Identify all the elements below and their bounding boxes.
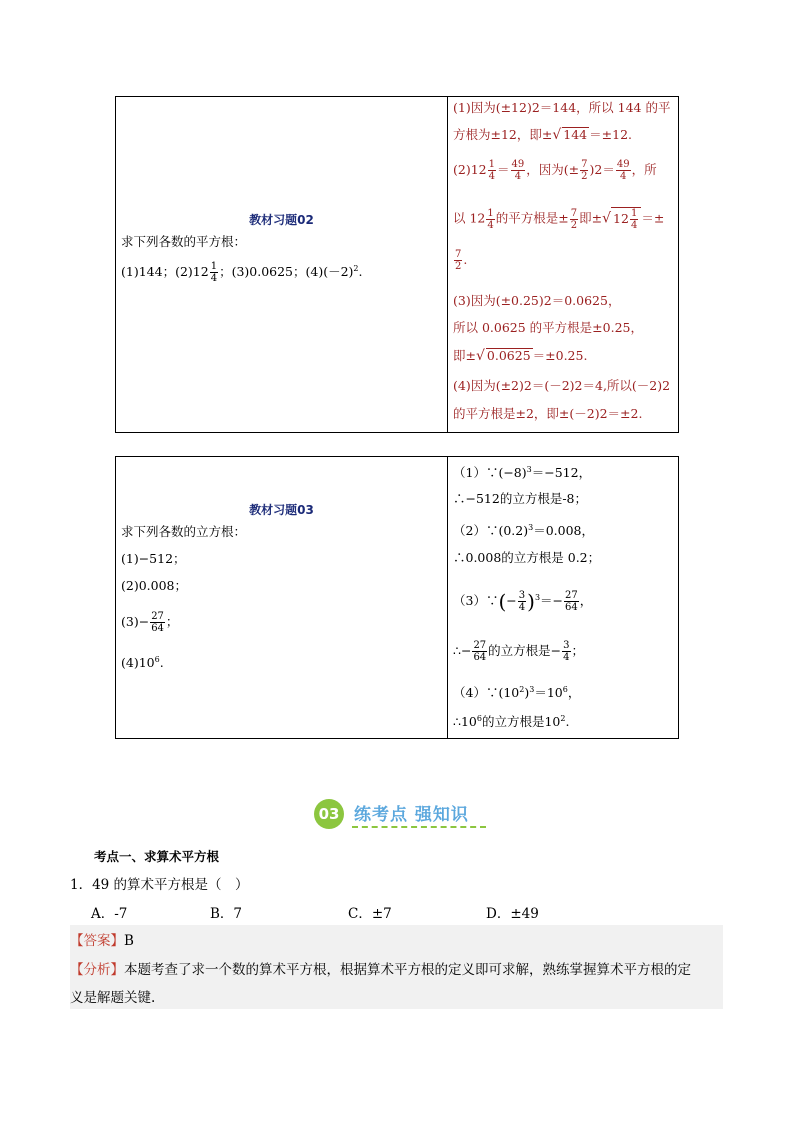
section-underline [352,826,486,828]
table-divider [447,457,448,738]
option-b: B．7 [210,906,243,922]
ans03-line4: ∴0.008的立方根是 0.2； [453,550,601,565]
table-divider [447,97,448,432]
option-a: A．-7 [91,906,128,922]
knowledge-point-heading: 考点一、求算术平方根 [94,849,220,864]
section-title: 练考点 强知识 [354,805,469,825]
exercise-03-title: 教材习题03 [249,503,314,517]
answer-tag: 【答案】 [70,933,124,949]
analysis-line2: 义是解题关键. [70,990,156,1006]
section-banner [312,796,492,832]
ans02-line1: (1)因为(±12)2＝144，所以 144 的平 [453,100,671,115]
ans03-line6: ∴− $\frac{27}{64}$ 的立方根是− $\frac{3}{4}$ ； [453,640,585,663]
exercise-03-item2: (2)0.008； [121,578,187,593]
ans03-line1: $(1)\because(-8)^3=-512$， [453,465,592,481]
exercise-02-items: (1)144；(2)12 $\frac{1}{4}$ ；(3)0.0625；$(4)(-2)^2$. [121,261,363,285]
ans02-line5: $\frac{7}{2}$ . [455,249,468,272]
analysis-line1: 【分析】本题考查了求一个数的算术平方根，根据算术平方根的定义即可求解，熟练掌握算术平方根的定 [70,962,691,978]
question-1-stem: 1．49 的算术平方根是（ ） [70,877,249,893]
ans02-line10: 的平方根是±2，即±(－2)2＝±2. [453,406,643,421]
ans03-line2: ∴−512的立方根是-8； [453,491,588,506]
exercise-02-title: 教材习题02 [249,213,314,227]
exercise-03-item1: (1)−512； [121,551,186,566]
ans02-line7: 所以 0.0625 的平方根是±0.25， [453,320,643,335]
ans02-line2: 方根为±12，即±√ 144 ＝±12. [453,127,632,143]
exercise-03-item4: $(4)10^6$. [121,655,164,671]
option-d: D．±49 [486,906,539,922]
exercise-02-prompt: 求下列各数的平方根： [121,234,247,249]
ans03-line5: （3）∵(− $\frac{3}{4}$ )$^3$＝− $\frac{27}{64}$ ， [453,589,593,614]
exercise-03-item3: (3)− $\frac{27}{64}$ ； [121,611,179,634]
ans02-line8: 即±√ 0.0625 ＝±0.25. [453,348,588,364]
ans03-line7: $(4)\because(10^2)^3=10^6$， [453,685,581,701]
ans02-line6: (3)因为(±0.25)2＝0.0625， [453,293,621,308]
ans02-line9: (4)因为(±2)2＝(－2)2＝4,所以(－2)2 [453,378,671,393]
exercise-02-table [115,96,679,433]
option-c: C．±7 [348,906,392,922]
ans02-line4: 以 12 $\frac{1}{4}$ 的平方根是± $\frac{7}{2}$ 即±√ 12 $\frac{1}{4}$ ＝± [453,207,665,231]
section-number-badge: 03 [314,799,344,829]
ans03-line8: $\therefore 10^6$的立方根是$10^2$. [453,714,570,730]
exercise-03-table [115,456,679,739]
analysis-tag: 【分析】 [70,962,124,978]
ans02-line3: (2)12 $\frac{1}{4}$ ＝ $\frac{49}{4}$ ，因为(± $\frac{7}{2}$ )2＝ $\frac{49}{4}$ ，所 [453,159,657,182]
answer-text: B [124,933,134,949]
ans03-line3: $(2)\because(0.2)^3=0.008$， [453,523,594,539]
answer-line [70,929,134,949]
exercise-03-prompt: 求下列各数的立方根： [121,524,247,539]
